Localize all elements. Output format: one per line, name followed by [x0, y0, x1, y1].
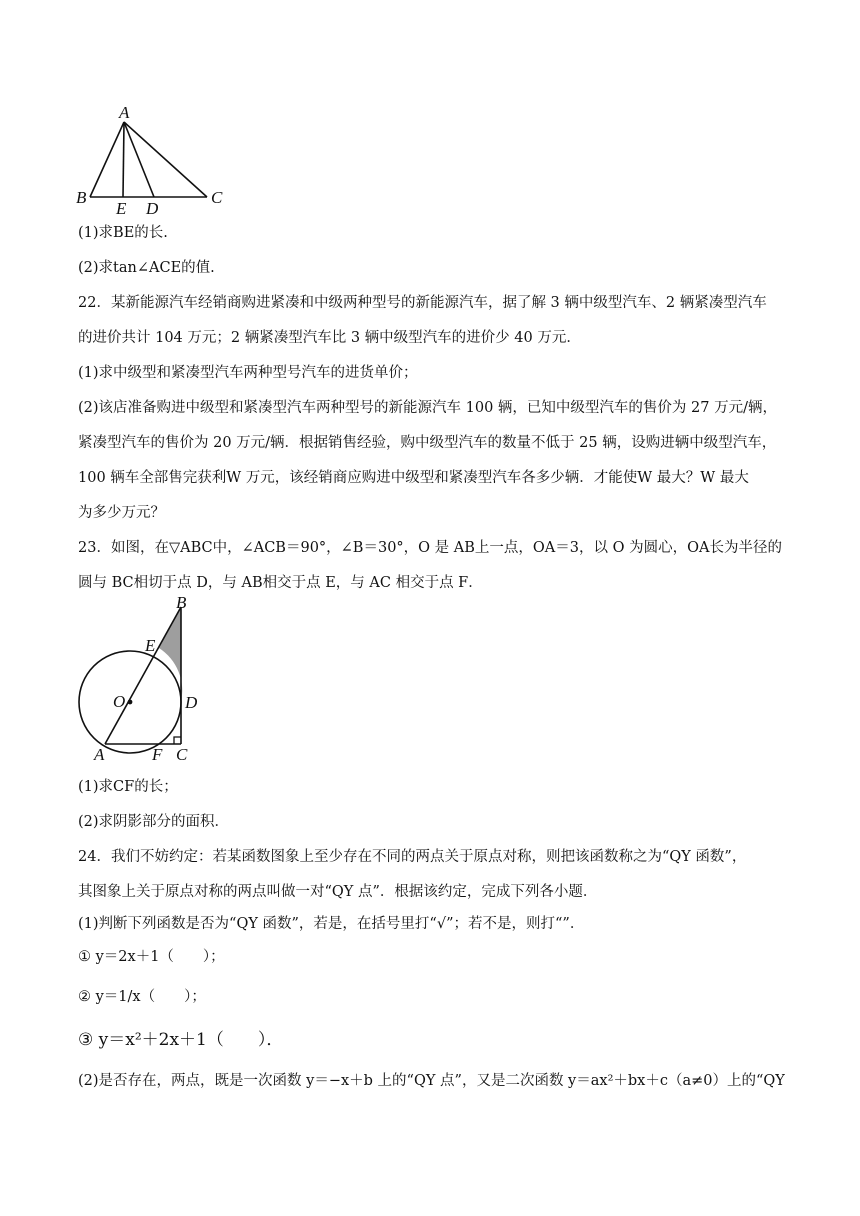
q21-part2: (2)求tan∠ACE的值. — [78, 260, 215, 276]
segment-ab — [105, 607, 181, 744]
segment-ad — [124, 122, 154, 197]
q22-stem-line2: 的进价共计 104 万元；2 辆紧凑型汽车比 3 辆中级型汽车的进价少 40 万元． — [78, 330, 581, 346]
label-a: A — [119, 103, 130, 122]
segment-ac — [124, 122, 207, 197]
q24-item1: ① y＝2x＋1（ ）； — [78, 949, 225, 965]
q24-part2: (2)是否存在，两点，既是一次函数 y＝−x＋b 上的“QY 点”，又是二次函数 y＝ax²＋bx＋c（a≠0）上的“QY — [78, 1073, 785, 1089]
q22-part2-line1: (2)该店准备购进中级型和紧凑型汽车两种型号的新能源汽车 100 辆，已知中级型汽车的售价为 27 万元/辆， — [78, 400, 777, 416]
label-f: F — [152, 745, 163, 764]
center-dot — [128, 700, 133, 705]
q23-part2: (2)求阴影部分的面积． — [78, 814, 230, 830]
label-c: C — [176, 745, 188, 764]
label-c: C — [211, 188, 223, 207]
triangle-figure-1 — [72, 100, 242, 218]
q22-part2-line2: 紧凑型汽车的售价为 20 万元/辆．根据销售经验，购中级型汽车的数量不低于 25 辆，设购进辆中级型汽车， — [78, 435, 777, 451]
q22-part2-line4: 为多少万元？ — [78, 505, 165, 521]
label-b: B — [176, 593, 187, 612]
label-e: E — [116, 199, 127, 218]
q24-item2: ② y＝1/x（ ）； — [78, 989, 206, 1005]
label-o: O — [113, 692, 126, 711]
circle-figure-2 — [72, 592, 232, 770]
right-angle-mark — [174, 737, 181, 744]
q22-part1: (1)求中级型和紧凑型汽车两种型号汽车的进货单价； — [78, 365, 418, 381]
label-b: B — [76, 188, 87, 207]
label-e: E — [145, 636, 156, 655]
q22-part2-line3: 100 辆车全部售完获利W 万元，该经销商应购进中级型和紧凑型汽车各多少辆．才能使W 最大？W 最大 — [78, 470, 749, 486]
q21-part1: (1)求BE的长. — [78, 225, 168, 241]
q24-stem-line1: 24．我们不妨约定：若某函数图象上至少存在不同的两点关于原点对称，则把该函数称之为“QY 函数”， — [78, 849, 747, 865]
segment-ae — [123, 122, 124, 197]
q24-item3: ③ y＝x²＋2x＋1（ ）． — [78, 1030, 284, 1050]
label-d: D — [146, 199, 159, 218]
q23-part1: (1)求CF的长； — [78, 779, 178, 795]
q23-stem-line1: 23．如图，在▽ABC中，∠ACB＝90°，∠B＝30°，O 是 AB上一点，OA＝3，以 O 为圆心，OA长为半径的 — [78, 540, 782, 556]
label-d: D — [185, 693, 198, 712]
q24-part1: (1)判断下列函数是否为“QY 函数”，若是，在括号里打“√”；若不是，则打“”． — [78, 916, 585, 932]
q22-stem-line1: 22．某新能源汽车经销商购进紧凑和中级两种型号的新能源汽车，据了解 3 辆中级型汽车、2 辆紧凑型汽车 — [78, 295, 767, 311]
label-a: A — [94, 745, 105, 764]
q24-stem-line2: 其图象上关于原点对称的两点叫做一对“QY 点”．根据该约定，完成下列各小题． — [78, 884, 598, 900]
segment-ab — [90, 122, 124, 197]
q23-stem-line2: 圆与 BC相切于点 D，与 AB相交于点 E，与 AC 相交于点 F． — [78, 575, 483, 591]
